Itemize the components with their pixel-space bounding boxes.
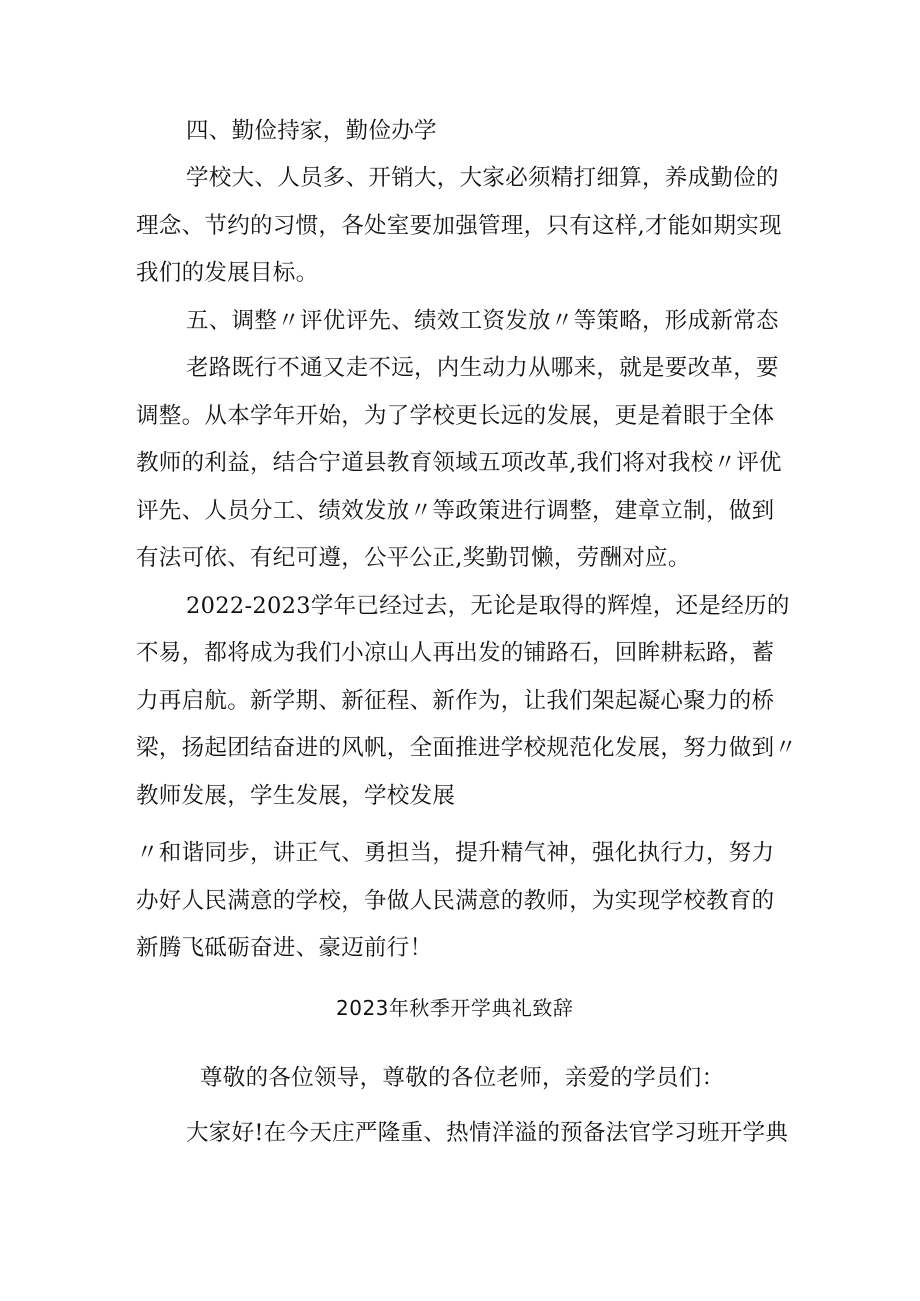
speech-title: 2023年秋季开学典礼致辞	[336, 996, 574, 1020]
heading-adjustment: 五、调整〃评优评先、绩效工资发放〃等策略，形成新常态	[186, 308, 779, 334]
paragraph-line: 大家好!在今天庄严隆重、热情洋溢的预备法官学习班开学典	[186, 1120, 789, 1146]
salutation: 尊敬的各位领导，尊敬的各位老师，亲爱的学员们：	[200, 1065, 725, 1091]
paragraph-line: 新腾飞砥砺奋进、豪迈前行！	[136, 935, 433, 961]
paragraph-line: 不易，都将成为我们小凉山人再出发的铺路石，回眸耕耘路，蓄	[136, 640, 775, 666]
heading-frugality: 四、勤俭持家，勤俭办学	[186, 118, 437, 144]
paragraph-line: 办好人民满意的学校，争做人民满意的教师，为实现学校教育的	[136, 888, 775, 914]
paragraph-line: 教师发展，学生发展，学校发展	[136, 783, 456, 809]
paragraph-line: 老路既行不通又走不远，内生动力从哪来，就是要改革，要	[186, 355, 779, 381]
paragraph-line: 〃和谐同步，讲正气、勇担当，提升精气神，强化执行力，努力	[136, 840, 775, 866]
paragraph-line: 评先、人员分工、绩效发放〃等政策进行调整，建章立制，做到	[136, 498, 775, 524]
paragraph-line: 学校大、人员多、开销大，大家必须精打细算，养成勤俭的	[186, 165, 779, 191]
paragraph-line: 教师的利益，结合宁道县教育领域五项改革,我们将对我校〃评优	[136, 450, 782, 476]
paragraph-line: 梁，扬起团结奋进的风帆，全面推进学校规范化发展，努力做到〃	[136, 735, 798, 761]
paragraph-line: 力再启航。新学期、新征程、新作为，让我们架起凝心聚力的桥	[136, 688, 775, 714]
paragraph-line: 有法可依、有纪可遵，公平公正,奖勤罚懒，劳酬对应。	[136, 545, 691, 571]
paragraph-line: 我们的发展目标。	[136, 260, 319, 286]
paragraph-line: 调整。从本学年开始，为了学校更长远的发展，更是着眼于全体	[136, 403, 775, 429]
paragraph-line: 理念、节约的习惯，各处室要加强管理，只有这样,才能如期实现	[136, 213, 782, 239]
paragraph-line: 2022-2023学年已经过去，无论是取得的辉煌，还是经历的	[186, 593, 790, 619]
